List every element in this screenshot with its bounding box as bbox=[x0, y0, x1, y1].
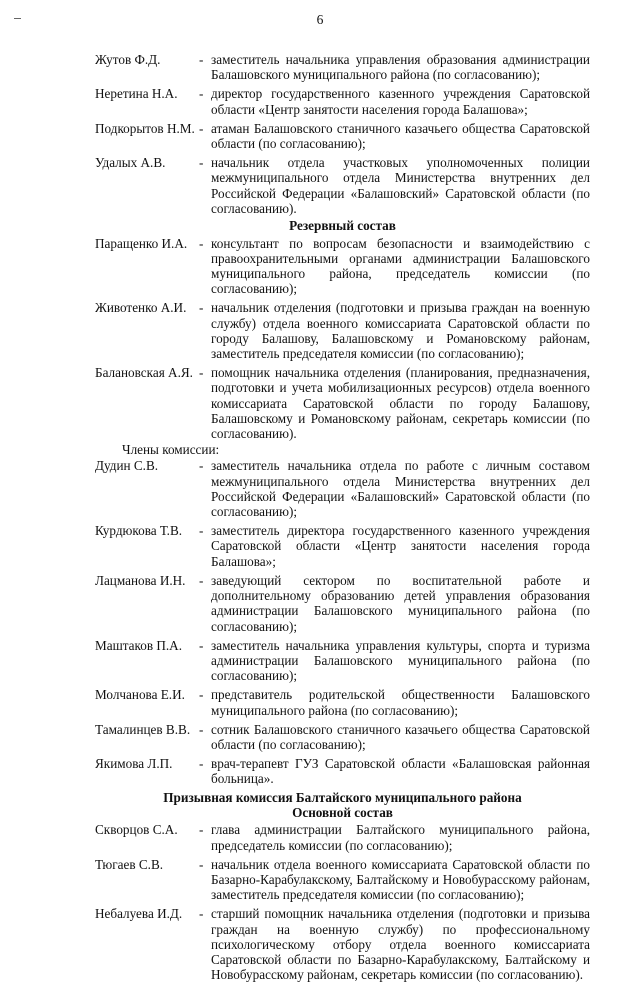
dash-separator: - bbox=[199, 856, 204, 872]
main-heading: Основной состав bbox=[292, 804, 393, 820]
member-name: Молчанова Е.И. bbox=[95, 687, 185, 703]
member-position: заместитель начальника управления культуры, спорта и туризма администрации Балашовского муниципального района (по согласованию); bbox=[211, 637, 590, 684]
member-entry bbox=[95, 523, 590, 569]
member-entry bbox=[95, 155, 590, 216]
member-entry bbox=[95, 756, 590, 786]
dash-separator: - bbox=[199, 572, 204, 588]
commission-heading: Призывная комиссия Балтайского муниципального района bbox=[163, 789, 522, 805]
member-entry bbox=[95, 638, 590, 684]
member-position: начальник отделения (подготовки и призыва граждан на военную службу) отдела военного комиссариата Саратовской области по городу Балашову, Балашовскому и Романовскому районам, заместитель председателя комиссии (по согласованию); bbox=[211, 300, 590, 362]
member-entry bbox=[95, 573, 590, 634]
member-name: Маштаков П.А. bbox=[95, 637, 183, 653]
dash-separator: - bbox=[199, 906, 204, 922]
dash-separator: - bbox=[199, 523, 204, 539]
dash-separator: - bbox=[199, 822, 204, 838]
member-position: представитель родительской общественности Балашовского муниципального района (по согласованию); bbox=[211, 687, 590, 718]
dash-separator: - bbox=[199, 756, 204, 772]
member-entry bbox=[95, 906, 590, 982]
member-name: Тамалинцев В.В. bbox=[95, 721, 191, 737]
member-position: старший помощник начальника отделения (подготовки и призыва граждан на военную службу) по профессиональному психологическому отбору отдела военного комиссариата Саратовской области по Базарно-Карабулакскому, Балтайскому и Новобурасскому районам, секретарь комиссии (по согласованию). bbox=[211, 906, 590, 982]
member-entry bbox=[95, 236, 590, 297]
member-entry bbox=[95, 52, 590, 82]
member-name: Дудин С.В. bbox=[95, 458, 159, 474]
member-name: Тюгаев С.В. bbox=[95, 856, 164, 872]
member-name: Паращенко И.А. bbox=[95, 235, 188, 251]
member-position: глава администрации Балтайского муниципального района, председатель комиссии (по согласованию); bbox=[211, 822, 590, 853]
member-name: Небалуева И.Д. bbox=[95, 906, 183, 922]
member-entry bbox=[95, 121, 590, 151]
member-position: сотник Балашовского станичного казачьего общества Саратовской области (по согласованию); bbox=[211, 721, 590, 752]
member-name: Якимова Л.П. bbox=[95, 756, 173, 772]
member-position: заведующий сектором по воспитательной работе и дополнительному образованию детей управления образования администрации Балашовского муниципального района (по согласованию); bbox=[211, 572, 590, 634]
member-name: Животенко А.И. bbox=[95, 300, 187, 316]
members-label: Члены комиссии: bbox=[122, 442, 220, 458]
member-entry bbox=[95, 365, 590, 441]
member-name: Скворцов С.А. bbox=[95, 822, 178, 838]
dash-separator: - bbox=[199, 300, 204, 316]
member-position: начальник отдела военного комиссариата Саратовской области по Базарно-Карабулакскому, Балтайскому и Новобурасскому районам, заместитель председателя комиссии (по согласованию); bbox=[211, 856, 590, 903]
member-entry bbox=[95, 86, 590, 116]
document-body bbox=[95, 52, 590, 982]
entries-reserve bbox=[95, 236, 590, 442]
member-entry bbox=[95, 458, 590, 519]
member-entry bbox=[95, 857, 590, 903]
member-position: помощник начальника отделения (планирования, предназначения, подготовки и учета мобилизационных ресурсов) отдела военного комиссариата Саратовской области по городу Балашову, Балашовскому и Романовскому районам, секретарь комиссии (по согласованию). bbox=[211, 365, 590, 442]
member-position: врач-терапевт ГУЗ Саратовской области «Балашовская районная больница». bbox=[211, 756, 590, 787]
dash-separator: - bbox=[199, 235, 204, 251]
member-position: атаман Балашовского станичного казачьего общества Саратовской области (по согласованию); bbox=[211, 120, 590, 152]
entries-top bbox=[95, 52, 590, 216]
page-number: 6 bbox=[316, 12, 324, 27]
member-position: начальник отдела участковых уполномоченных полиции межмуниципального отдела Министерства внутренних дел Российской Федерации «Балашовский» Саратовской области (по согласованию). bbox=[211, 155, 590, 216]
member-position: директор государственного казенного учреждения Саратовской области «Центр занятости населения города Балашова»; bbox=[211, 86, 590, 117]
member-name: Подкорытов Н.М. bbox=[95, 120, 195, 136]
dash-separator: - bbox=[199, 637, 204, 653]
member-entry bbox=[95, 822, 590, 852]
member-name: Жутов Ф.Д. bbox=[95, 52, 161, 67]
member-name: Курдюкова Т.В. bbox=[95, 523, 183, 539]
dash-separator: - bbox=[199, 52, 204, 67]
entries-main bbox=[95, 822, 590, 982]
dash-separator: - bbox=[199, 86, 204, 102]
entries-members bbox=[95, 458, 590, 786]
dash-separator: - bbox=[199, 365, 204, 381]
dash-separator: - bbox=[199, 120, 204, 136]
member-entry bbox=[95, 687, 590, 717]
member-entry bbox=[95, 300, 590, 361]
member-position: заместитель начальника управления образования администрации Балашовского муниципального района (по согласованию); bbox=[211, 52, 590, 83]
dash-separator: - bbox=[199, 721, 204, 737]
dash-separator: - bbox=[199, 155, 204, 171]
member-name: Неретина Н.А. bbox=[95, 86, 178, 102]
member-entry bbox=[95, 722, 590, 752]
member-position: заместитель директора государственного казенного учреждения Саратовской области «Центр занятости населения города Балашова»; bbox=[211, 523, 590, 569]
member-name: Лацманова И.Н. bbox=[95, 572, 186, 588]
dash-separator: - bbox=[199, 458, 204, 474]
reserve-heading: Резервный состав bbox=[289, 218, 396, 234]
member-name: Балановская А.Я. bbox=[95, 365, 193, 381]
member-name: Удалых А.В. bbox=[95, 155, 166, 171]
member-position: консультант по вопросам безопасности и взаимодействию с правоохранительными органами администрации Балашовского муниципального района, председатель комиссии (по согласованию); bbox=[211, 235, 590, 297]
member-position: заместитель начальника отдела по работе с личным составом межмуниципального отдела Министерства внутренних дел Российской Федерации «Балашовский» Саратовской области (по согласованию); bbox=[211, 458, 590, 520]
dash-separator: - bbox=[199, 687, 204, 703]
